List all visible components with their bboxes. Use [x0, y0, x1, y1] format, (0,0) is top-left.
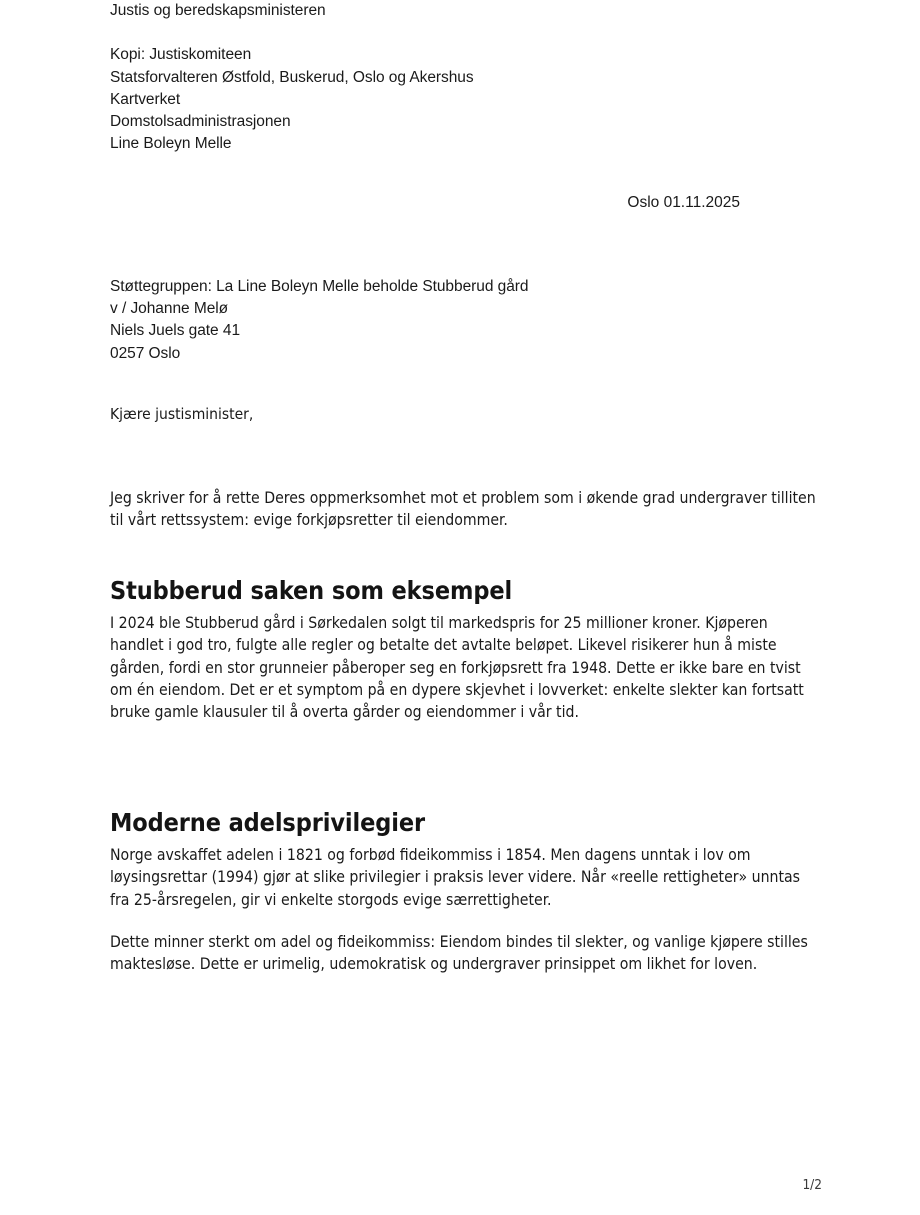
- section-stubberud: [110, 576, 822, 724]
- recipient-copy-line: Line Boleyn Melle: [110, 135, 232, 153]
- document-content: [110, 0, 822, 976]
- recipient-copy-line: Statsforvalteren Østfold, Buskerud, Oslo og Akershus: [110, 68, 474, 86]
- recipient-primary: Justis og beredskapsministeren: [110, 2, 326, 19]
- sender-line: Niels Juels gate 41: [110, 322, 241, 340]
- paragraph: Jeg skriver for å rette Deres oppmerksomhet mot et problem som i økende grad undergraver tilliten til vårt rettssystem: evige forkjøpsretter til eiendommer.: [110, 487, 816, 530]
- paragraph: Norge avskaffet adelen i 1821 og forbød fideikommiss i 1854. Men dagens unntak i lov om løysingsrettar (1994) gjør at slike privilegier i praksis lever videre. Når «reelle rettigheter» unntas fra 25-årsregelen, gir vi enkelte storgods evige særrettigheter.: [110, 844, 801, 909]
- section-adelsprivilegier: [110, 808, 822, 976]
- recipient-copy-line: Kartverket: [110, 90, 181, 108]
- sender-line: Støttegruppen: La Line Boleyn Melle beholde Stubberud gård: [110, 277, 529, 295]
- spacer: [110, 532, 822, 576]
- section-heading: Stubberud saken som eksempel: [110, 575, 513, 605]
- spacer: [110, 724, 822, 808]
- date-line: Oslo 01.11.2025: [627, 193, 740, 211]
- sender-address-block: [110, 276, 822, 365]
- section-body: [110, 844, 822, 976]
- recipient-block: [110, 0, 822, 156]
- recipient-copy-line: Domstolsadministrasjonen: [110, 113, 291, 131]
- paragraph: Dette minner sterkt om adel og fideikommiss: Eiendom bindes til slekter, og vanlige kjøpere stilles maktesløse. Dette er urimelig, udemokratisk og undergraver prinsippet om likhet for loven.: [110, 932, 808, 974]
- lead-paragraph: [110, 487, 822, 532]
- recipient-copy-line: Kopi: Justiskomiteen: [110, 46, 252, 64]
- section-heading: Moderne adelsprivilegier: [110, 807, 426, 837]
- paragraph: I 2024 ble Stubberud gård i Sørkedalen solgt til markedspris for 25 millioner kroner. Kjøperen handlet i god tro, fulgte alle regler og betalte det avtalte beløpet. Likevel risikerer hun å miste gården, fordi en stor grunneier påberoper seg en forkjøpsrett fra 1948. Dette er ikke bare en tvist om én eiendom. Det er et symptom på en dypere skjevhet i lovverket: enkelte slekter kan fortsatt bruke gamle klausuler til å overta gårder og eiendommer i vår tid.: [110, 612, 804, 722]
- sender-line: v / Johanne Melø: [110, 300, 229, 318]
- spacer: [110, 22, 822, 44]
- salutation: Kjære justisminister,: [110, 404, 254, 423]
- section-body: [110, 612, 822, 724]
- sender-line: 0257 Oslo: [110, 344, 181, 362]
- page-number-footer: 1/2: [802, 1177, 822, 1193]
